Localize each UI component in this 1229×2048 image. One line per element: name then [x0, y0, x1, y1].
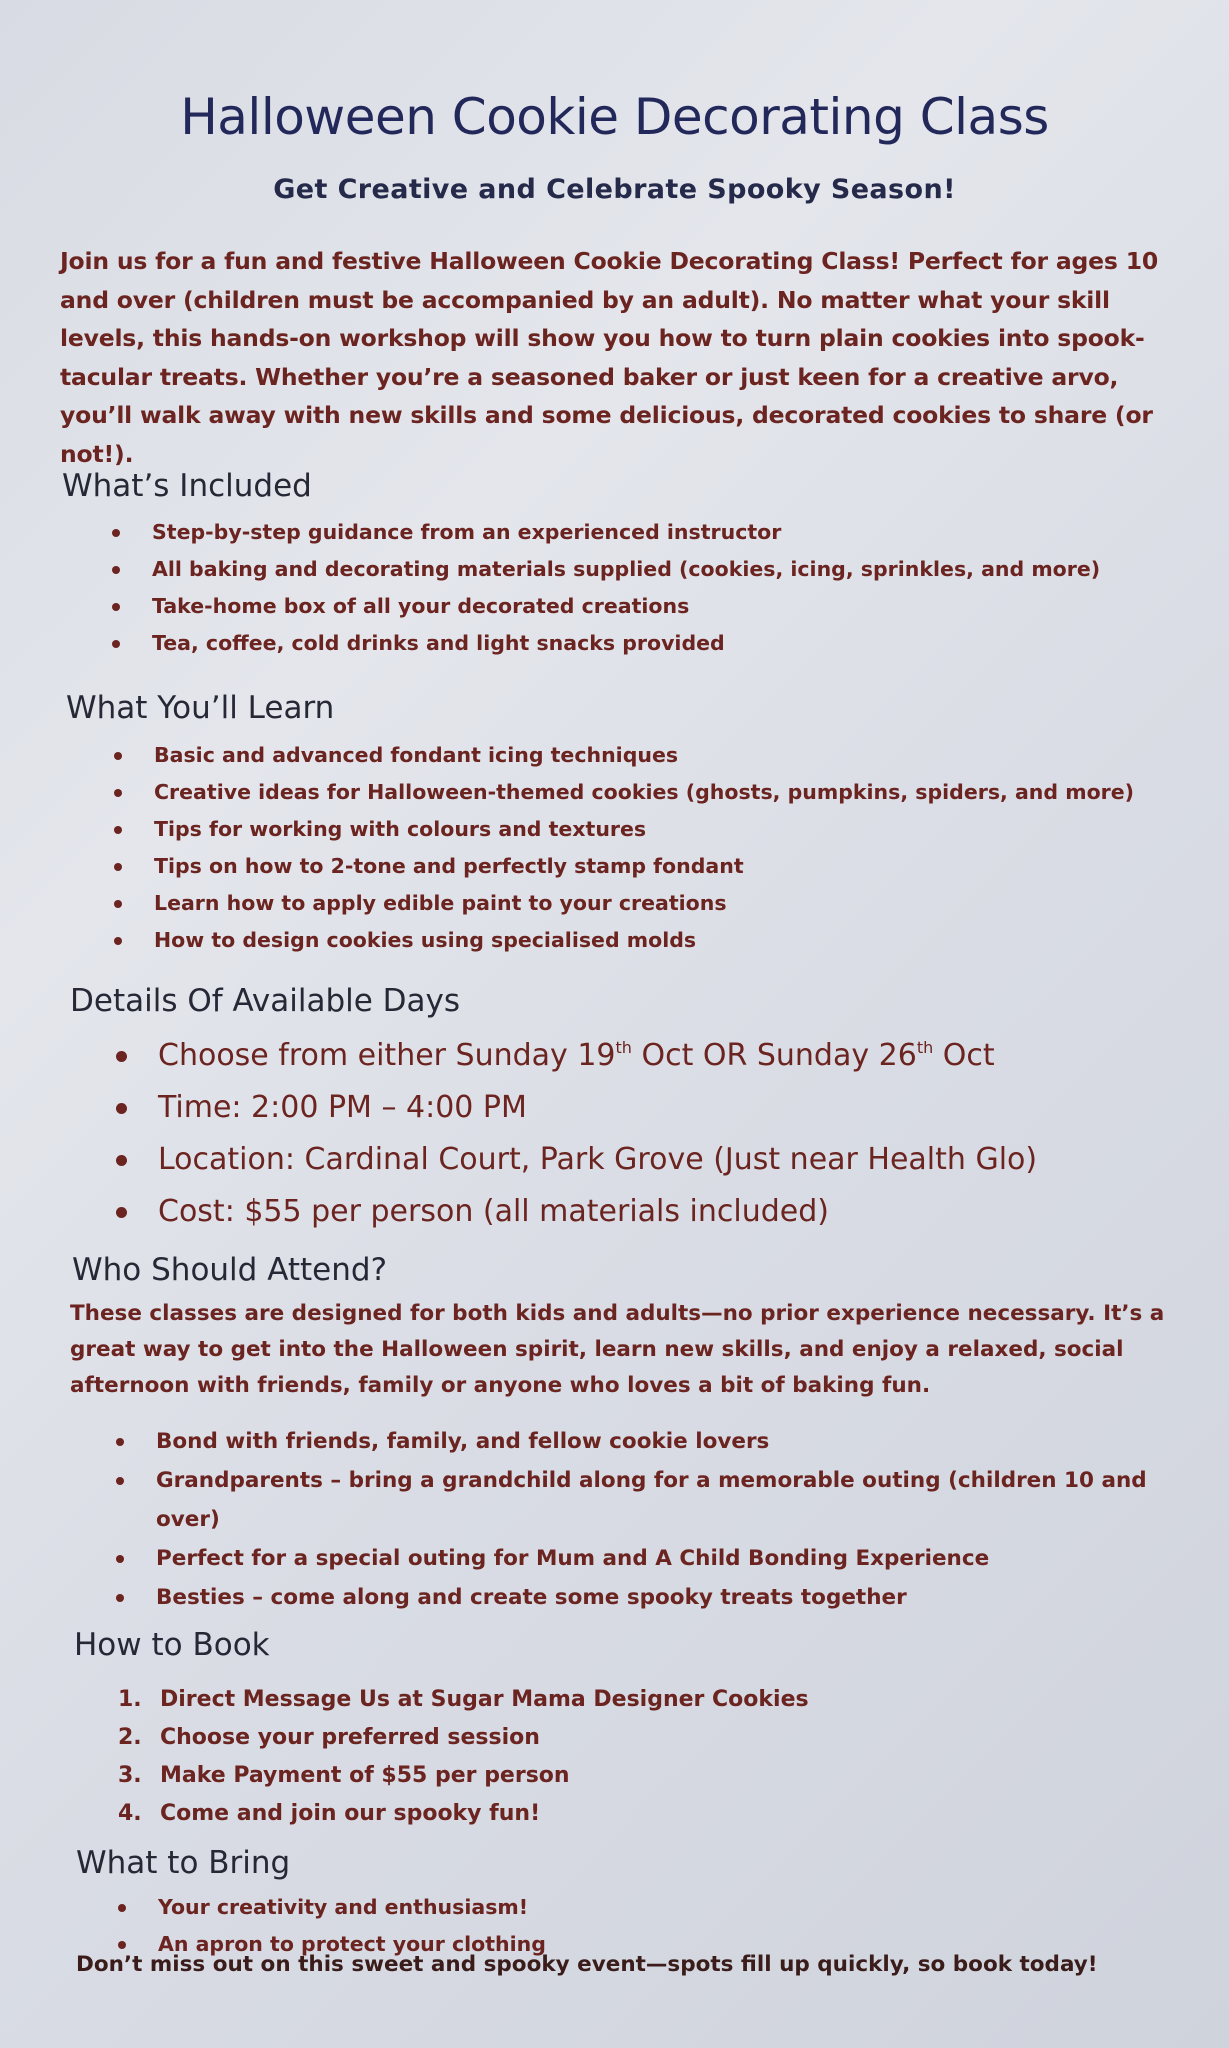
step-text: Direct Message Us at Sugar Mama Designer Cookies	[160, 1687, 809, 1712]
step-item	[118, 1795, 1118, 1833]
book-heading: How to Book	[74, 1627, 270, 1663]
list-item: Bond with friends, family, and fellow cookie lovers	[116, 1422, 1166, 1461]
page-subtitle: Get Creative and Celebrate Spooky Season!	[273, 174, 956, 205]
included-heading: What’s Included	[62, 468, 312, 504]
list-item: Besties – come along and create some spooky treats together	[116, 1578, 1166, 1617]
list-item: Learn how to apply edible paint to your creations	[114, 885, 1154, 922]
step-number: 4.	[118, 1801, 142, 1826]
list-item: Tea, coffee, cold drinks and light snacks provided	[112, 625, 1112, 662]
details-list	[116, 1030, 1196, 1238]
step-number: 3.	[118, 1763, 142, 1788]
list-item: Tips for working with colours and textures	[114, 811, 1154, 848]
list-item: An apron to protect your clothing	[118, 1926, 1018, 1963]
learn-heading: What You’ll Learn	[66, 690, 335, 726]
step-item	[118, 1757, 1118, 1795]
list-item-location: Location: Cardinal Court, Park Grove (Just near Health Glo)	[116, 1134, 1196, 1186]
list-item: Perfect for a special outing for Mum and A Child Bonding Experience	[116, 1539, 1166, 1578]
list-item-time: Time: 2:00 PM – 4:00 PM	[116, 1082, 1196, 1134]
dates-prefix: Choose from either Sunday 19	[158, 1038, 616, 1073]
step-number: 1.	[118, 1687, 142, 1712]
list-item: Your creativity and enthusiasm!	[118, 1889, 1018, 1926]
list-item: Take-home box of all your decorated creations	[112, 588, 1112, 625]
who-paragraph: These classes are designed for both kids and adults—no prior experience necessary. It’s a great way to get into the Halloween spirit, learn new skills, and enjoy a relaxed, social afternoon with friends, family or anyone who loves a bit of baking fun.	[70, 1301, 1165, 1398]
closing-line: Don’t miss out on this sweet and spooky event—spots fill up quickly, so book today!	[76, 1952, 1098, 1977]
list-item: All baking and decorating materials supplied (cookies, icing, sprinkles, and more)	[112, 551, 1112, 588]
page-title: Halloween Cookie Decorating Class	[180, 88, 1049, 146]
list-item: Basic and advanced fondant icing techniques	[114, 737, 1154, 774]
learn-list	[114, 737, 1154, 959]
step-text: Come and join our spooky fun!	[160, 1801, 541, 1826]
step-text: Choose your preferred session	[160, 1725, 540, 1750]
list-item: Step-by-step guidance from an experienced instructor	[112, 514, 1112, 551]
list-item: Grandparents – bring a grandchild along for a memorable outing (children 10 and over)	[116, 1461, 1166, 1539]
list-item: Tips on how to 2-tone and perfectly stamp fondant	[114, 848, 1154, 885]
who-list	[116, 1422, 1166, 1617]
step-number: 2.	[118, 1725, 142, 1750]
dates-superscript: th	[615, 1038, 632, 1057]
included-list	[112, 514, 1112, 662]
list-item: How to design cookies using specialised molds	[114, 922, 1154, 959]
step-item	[118, 1681, 1118, 1719]
dates-suffix: Oct	[933, 1038, 995, 1073]
dates-superscript: th	[916, 1038, 934, 1057]
step-item	[118, 1719, 1118, 1757]
step-text: Make Payment of $55 per person	[160, 1763, 570, 1788]
book-steps	[118, 1681, 1118, 1833]
bring-heading: What to Bring	[76, 1845, 291, 1881]
intro-paragraph: Join us for a fun and festive Halloween Cookie Decorating Class! Perfect for ages 10 and over (children must be accompanied by an adult). No matter what your skill levels, this hands-on workshop will show you how to turn plain cookies into spook-tacular treats. Whether you’re a seasoned baker or just keen for a creative arvo, you’ll walk away with new skills and some delicious, decorated cookies to share (or not!).	[60, 247, 1158, 468]
list-item: Creative ideas for Halloween-themed cookies (ghosts, pumpkins, spiders, and more)	[114, 774, 1154, 811]
list-item-dates	[116, 1030, 1196, 1082]
dates-middle: Oct OR Sunday 26	[631, 1038, 917, 1073]
details-heading: Details Of Available Days	[70, 983, 461, 1019]
who-heading: Who Should Attend?	[72, 1252, 388, 1288]
list-item-cost: Cost: $55 per person (all materials included)	[116, 1186, 1196, 1238]
